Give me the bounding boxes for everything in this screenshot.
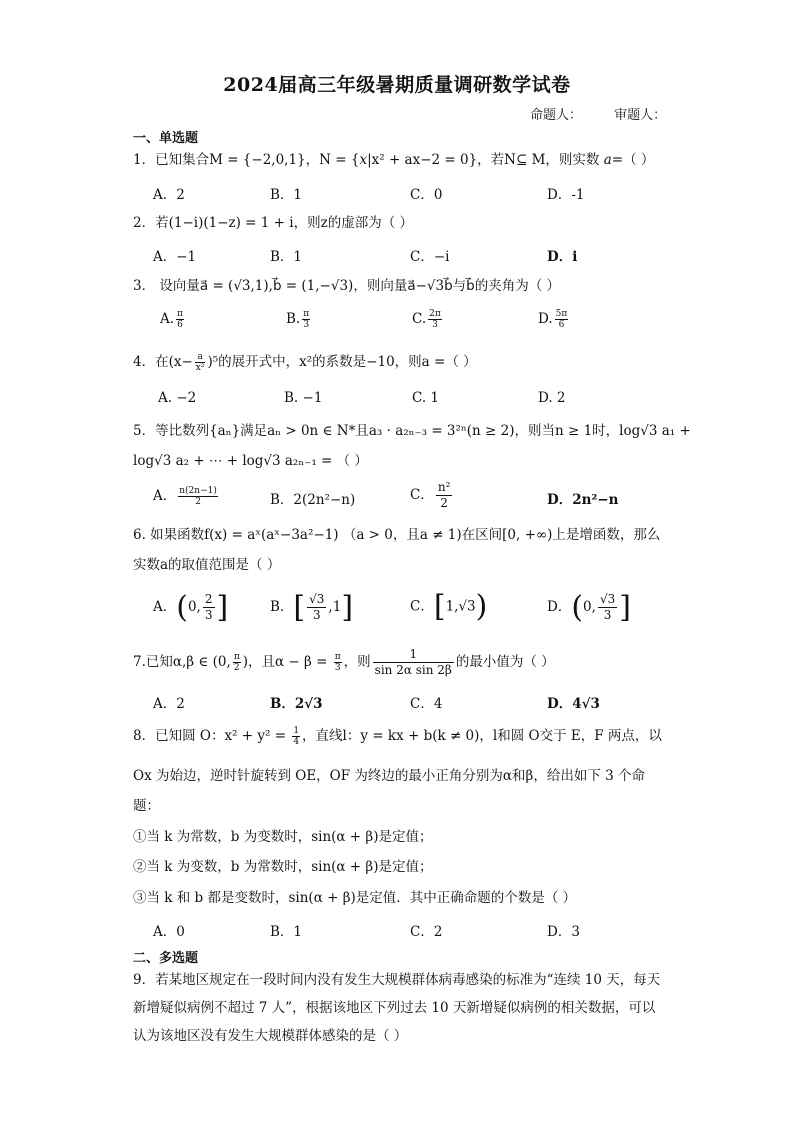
question-6-option-c: C．[1,√3) — [410, 589, 488, 624]
question-6-option-b: B．[ $\frac{√3}{3}$ ,1] — [270, 589, 354, 625]
question-7-option-c: C．4 — [410, 696, 443, 712]
question-9-stem: 9．若某地区规定在一段时间内没有发生大规模群体病毒感染的标准为“连续 10 天，每天新增疑似病例不超过 7 人”，根据该地区下列过去 10 天新增疑似病例的相关数据，可以认为该地区没有发生大规模群体感染的是（ ） — [133, 972, 661, 1044]
question-2-option-b: B．1 — [270, 249, 303, 265]
question-2-stem: 2．若(1−i)(1−z) = 1 + i，则z的虚部为（ ） — [133, 215, 413, 231]
question-6-option-d: D．(0, $\frac{√3}{3}$ ] — [547, 589, 631, 625]
question-3-option-d: D. $\frac{5\pi}{6}$ — [538, 309, 568, 330]
question-8-item-1: ①当 k 为常数，b 为变数时，sin(α + β)是定值； — [133, 829, 433, 845]
question-1-stem: 1．已知集合M = {−2,0,1}，N = {x|x² + ax−2 = 0}，若N⊆ M，则实数 a=（ ） — [133, 152, 655, 168]
question-3-stem: 3． 设向量a⃗ = (√3,1),b⃗ = (1,−√3)，则向量a⃗−√3b⃗与b⃗的夹角为（ ） — [133, 278, 561, 294]
question-3-option-b: B. $\frac{\pi}{3}$ — [286, 309, 310, 330]
question-8-item-2: ②当 k 为变数，b 为常数时，sin(α + β)是定值； — [133, 859, 433, 875]
question-2-option-c: C．−i — [410, 249, 450, 265]
question-4-option-d: D. 2 — [538, 390, 566, 406]
question-8-line-2: Ox 为始边，逆时针旋转到 OE，OF 为终边的最小正角分别为α和β，给出如下 3 个命 — [133, 768, 646, 784]
question-8-line-1: 8．已知圆 O：x² + y² = $\frac{1}{4}$ ，直线l：y = kx + b(k ≠ 0)，l和圆 O交于 E，F 两点，以 — [133, 726, 662, 747]
question-5-option-b: B．2(2n²−n) — [270, 492, 356, 508]
question-5-option-d: D．2n²−n — [547, 492, 619, 508]
question-2-option-d: D．i — [547, 249, 578, 265]
question-2-option-a: A．−1 — [153, 249, 197, 265]
question-4-option-a: A. −2 — [158, 390, 197, 406]
question-8-option-d: D．3 — [547, 924, 580, 940]
question-4-option-b: B. −1 — [284, 390, 323, 406]
question-6-option-a: A．(0, $\frac{2}{3}$ ] — [153, 589, 229, 625]
section-single-choice: 一、单选题 — [133, 131, 199, 146]
question-1-option-d: D．-1 — [547, 187, 585, 203]
question-7-option-d: D．4√3 — [547, 696, 600, 712]
question-5-option-c: C． $\frac{\text{n²}}{2}$ — [410, 480, 451, 510]
question-8-line-3: 题： — [133, 798, 160, 814]
authors-line — [530, 104, 694, 123]
setter-label: 命题人： — [530, 108, 583, 123]
question-3-option-a: A. $\frac{\pi}{6}$ — [160, 309, 183, 330]
question-8-option-a: A．0 — [153, 924, 185, 940]
question-5-line-1: 5．等比数列{aₙ}满足aₙ > 0n ∈ N*且a₃ · a₂ₙ₋₃ = 3²ⁿ(n ≥ 2)，则当n ≥ 1时，log√3 a₁ + — [133, 423, 691, 439]
question-7-option-a: A．2 — [153, 696, 185, 712]
question-3-option-c: C. $\frac{2\pi}{3}$ — [412, 309, 441, 330]
page-title: 2024届高三年级暑期质量调研数学试卷 — [223, 74, 571, 96]
question-1-option-b: B．1 — [270, 187, 303, 203]
question-4-stem: 4．在(x− $\frac{a}{\text{x²}}$ )⁵的展开式中，x²的系数是−10，则a =（ ） — [133, 352, 477, 373]
section-multiple-choice: 二、多选题 — [133, 951, 199, 966]
question-6-line-1: 6. 如果函数f(x) = aˣ(aˣ−3a²−1) （a > 0，且a ≠ 1)在区间[0, +∞)上是增函数，那么 — [133, 527, 661, 543]
question-1-option-c: C．0 — [410, 187, 443, 203]
question-5-line-2: log√3 a₂ + ⋯ + log√3 a₂ₙ₋₁ = （ ） — [133, 453, 368, 469]
question-8-option-c: C．2 — [410, 924, 443, 940]
question-7-stem: 7.已知α,β ∈ (0, $\frac{\pi}{2}$ )，且α − β = $\frac{\pi}{3}$ ，则 $\frac{1}{\text{sin 2α sin 2β}}$ 的最小值为（ ） — [133, 647, 555, 677]
question-1-option-a: A．2 — [153, 187, 185, 203]
question-4-option-c: C. 1 — [412, 390, 440, 406]
reviewer-label: 审题人： — [614, 108, 667, 123]
question-6-line-2: 实数a的取值范围是（ ） — [133, 557, 281, 573]
question-7-option-b: B．2√3 — [270, 696, 323, 712]
question-8-option-b: B．1 — [270, 924, 303, 940]
question-5-option-a: A． $\frac{n(2n-1)}{2}$ — [153, 486, 217, 507]
question-8-item-3: ③当 k 和 b 都是变数时，sin(α + β)是定值．其中正确命题的个数是（ ） — [133, 890, 577, 906]
